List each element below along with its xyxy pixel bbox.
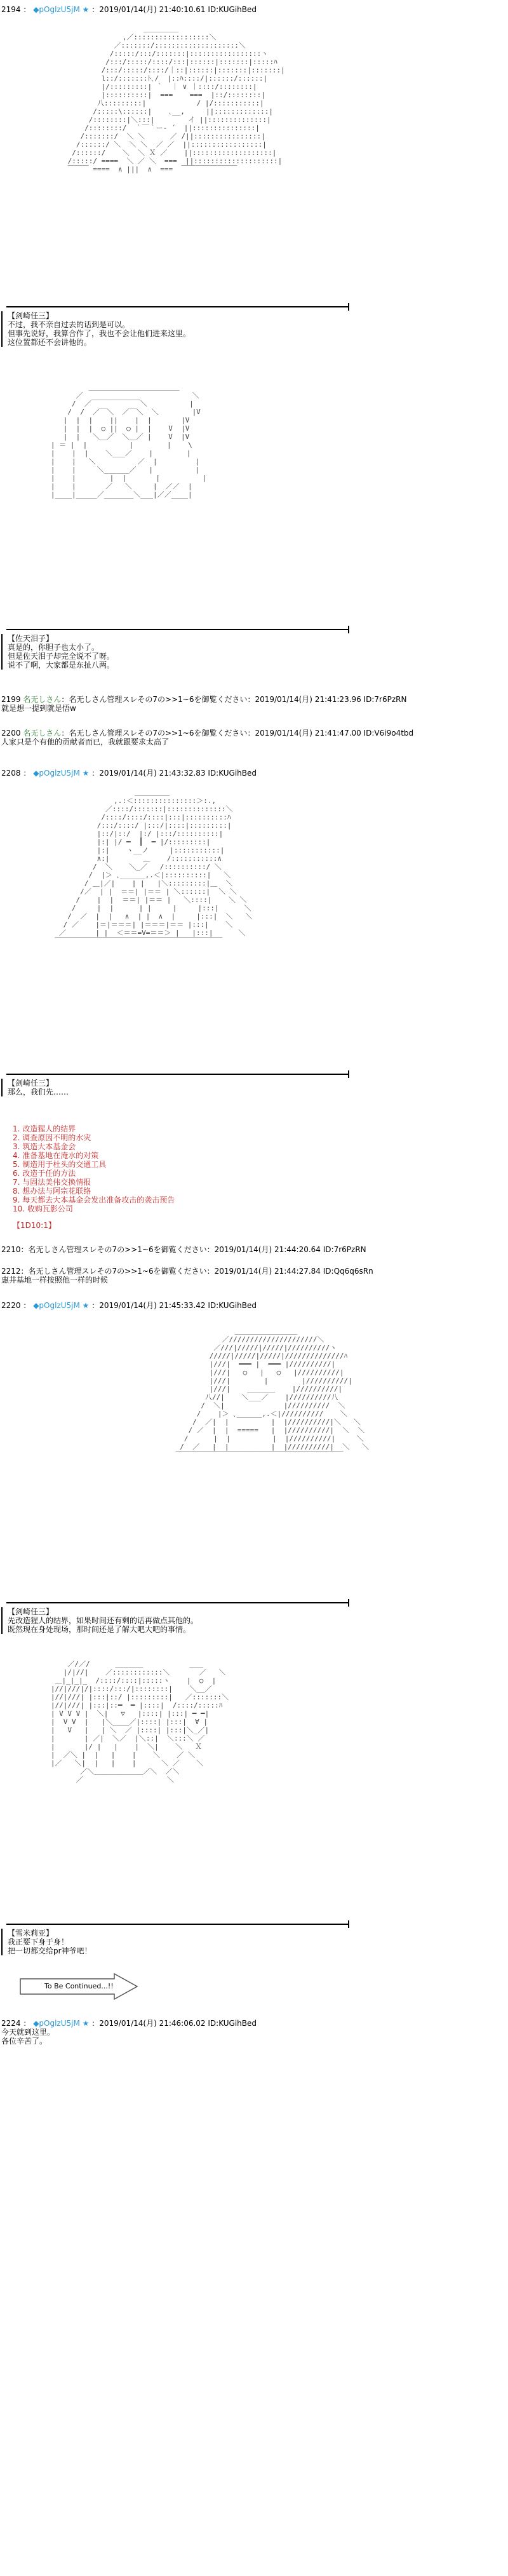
tripcode[interactable]: ◆pOglzU5jM ★ [33, 5, 90, 14]
choice-item: 1. 改造猩人的结界 [13, 1124, 76, 1133]
dialogue-box-2 [1, 634, 114, 670]
divider-tick [348, 626, 349, 633]
speaker-name: 【剑崎任三】 [8, 311, 54, 320]
choice-item: 5. 制造用于杜头的交通工具 [13, 1160, 107, 1169]
post-header-2224: 2224 ： ◆pOglzU5jM ★ ：2019/01/14(月) 21:46:06.02 ID:KUGihBed [1, 2019, 257, 2028]
dialogue-box-5 [1, 1929, 92, 1955]
choice-item: 10. 收购瓦影公司 [13, 1204, 73, 1213]
dialogue-line: 把一切都交给pr神爷吧！ [8, 1946, 92, 1955]
divider [6, 629, 349, 630]
choice-item: 6. 改造于任的方法 [13, 1169, 76, 1178]
divider [6, 1074, 349, 1075]
speaker-name: 【剑崎任三】 [8, 1607, 54, 1616]
post-header-2194: 2194 ： ◆pOglzU5jM ★ ：2019/01/14(月) 21:40:10.61 ID:KUGihBed [1, 5, 257, 14]
choice-list [13, 1124, 175, 1230]
ascii-art-figure-1: ＿＿＿＿＿ ,／::::::::::::::::::＼ ／:::::::/::::::::::::::::::::＼ /:::::/:::/:::::::|:::::::::::::::::ヽ /:::/:::::/::::/:::|::::::|:::::::|:::::ﾊ /:::/:::::/::::/｜::|::::::|:::::::|:::::::| l::/:::::::ﾄ､/ |::ﾊ::::/|::::::/::::::| |/:::::::::| ｀ ｜ ∨ ｜::::/::::::::| |::::::::::| === === |::/::::::::| 八:::::::::| / |/:::::::::::| /:::::\::::::| ､__, ||:::::::::::::| /::::::::|＼:::| イ ||::::::::::::::| /::::::::/ ｀￣｀ー‐ ´ ||:::::::::::::::| /:::::::/ ＼ ＼ ／ /||::::::::::::::::| /::::::/ ＼ ＼ ＼ ／ ／ ||:::::::::::::::::| /::::::/ ＼ ＼ Ｘ ／ ||:::::::::::::::::::| /:::::/ ==== ＼ ／ ＼ === ||::::::::::::::::::::| ￣￣￣ ==== ∧ ||| ∧ === ￣￣￣￣￣￣￣￣ [67, 25, 285, 173]
post-header-2200: 2200 名无しさん：名无しさん管理スレその7の>>1~6を御覧ください：2019/01/14(月) 21:41:47.00 ID:V6i9o4tbd [1, 729, 414, 738]
post-header-2210: 2210：名无しさん管理スレその7の>>1~6を御覧ください：2019/01/14(月) 21:44:20.64 ID:7r6PzRN [1, 1245, 366, 1254]
ascii-art-figure-2: ＿＿＿＿＿＿＿＿＿＿＿＿＿ ／ ＼ / ／￣￣￣￣￣￣￣＼ | / / ／￣＼ ／￣＼ ＼ |V | | | || | | |V | | | ○ || ○ | | V |V | | ＼＿／ ＼＿／ | V |V | ＝ | | | | \ | | | ＼___／ | | | | ＼ ／ | | | | ＼______／ | | | | | | | | | | ／ ＼ | ／／ | |____|_____／_______＼___|／／____| [50, 383, 206, 499]
divider [6, 1602, 349, 1603]
dialogue-line: 既然现在身处现场，那时间还是了解大吧大吧的事情。 [8, 1625, 191, 1634]
speaker-name: 【佐天泪子】 [8, 634, 54, 643]
ascii-art-figure-4: ＿＿＿＿＿＿＿＿＿ ／/////////////////////＼ ／///|/////|/////|//////////ヽ /////|/////|/////|//////////////ﾊ |///| ━━━ | ━━━ |//////////| |///| ○ | ○ |//////////| |///| | |//////////| |///| ＿＿＿＿ |//////////| 八//| ＼___／ |//////////八 / ＼| |////////// ＼ / |＞ ､______,.＜|////////// ＼ / ／| | | |//////////|＼ ＼ / ／ | | ===== | |//////////| ＼ ＼ / | | | |//////////| ＼ / ／ | | | |//////////| ＼ ＼ ￣￣￣￣￣￣￣￣￣￣￣￣￣￣￣￣￣￣￣￣￣￣￣￣ [175, 1327, 370, 1459]
post-body-2212: 惠井基地一样按照他一样的时候 [1, 1276, 109, 1285]
post-header-2212: 2212：名无しさん管理スレその7の>>1~6を御覧ください：2019/01/14(月) 21:44:27.84 ID:Qq6q6sRn [1, 1267, 373, 1276]
tripcode[interactable]: ◆pOglzU5jM ★ [33, 769, 90, 778]
post-body-2200: 人家只是个有他的贡献者而已，我就跟要求太高了 [1, 738, 170, 746]
dialogue-line: 但是佐天泪子却完全说不了呀。 [8, 652, 115, 661]
ascii-art-figure-3: ＿＿＿＿＿ ,.:＜:::::::::::::::＞:., ／::::/:::::::|::::::::::::::＼ /::::/::::/::::|:::|::::::::::ﾊ /:::/::::/ |:::/|::::|:::::::::| |::/|::/ |:/ |:::/::::::::::| |:| |/ ━ ┃ ━ |/:::::::::| |:| ヽ__ノ |:::::::::::| ∧:| ＿ /:::::::::::∧ / ＼ ＼_／ /::::::::::/ ＼ / |＞ ､______,.＜|::::::::::| ＼ / ＿|／| | | |＼:::::::::|＿ ＼ /／ | | ＝＝| |＝＝ | ＼::::::| ＼ ＼ / | | ＝＝| |＝＝ | ＼::::| ＼ ＼ / | | | | | |:::| ＼ / ／ | | ∧ | | ∧ | |:::| ＼ ＼ / ／ |＝|＝＝＝| |＝＝＝|＝＝ |:::| ＼ ／ | | ＜＝＝=V=＝＝＞ | |:::| ＼ ￣￣￣￣￣￣￣￣￣￣￣￣￣￣￣￣￣￣￣￣￣￣￣￣ [55, 788, 253, 945]
post-header-2208: 2208 ： ◆pOglzU5jM ★ ：2019/01/14(月) 21:43:32.83 ID:KUGihBed [1, 769, 257, 778]
tripcode[interactable]: ◆pOglzU5jM ★ [33, 1301, 90, 1310]
dialogue-line: 那么，我们先…… [8, 1088, 69, 1096]
dialogue-line: 不过，我不亲自过去的话到是可以。 [8, 320, 130, 329]
divider-tick [348, 303, 349, 311]
dialogue-box-3 [1, 1079, 69, 1096]
post-body-2199: 就是想一提到就是悟w [1, 704, 76, 713]
dialogue-box-4 [1, 1607, 198, 1634]
divider-tick [348, 1070, 349, 1078]
ascii-art-figure-5: ／/／/ ＿＿＿＿ ＿＿ |/|//| ／::::::::::::＼ ／ ＼ ＿|_|_|_ /::::/::::|:::::ヽ | ○ | |//|///|/|::::/:::/|::::::::| ＼__／ |//|///| |:::|::/ |:::::::::| ／:::::::＼ |//|///| |:::|::━ ━ |::::| /::::/:::::ﾊ | V V V | ＼| ▽ |::::| |:::| ━ ━| | V V | |＼____／|::::| |:::| ∀ | | V | | ＼ ／ |::::| |:::|＼_／| | | ／| ＼／ |＼::| ＼:::＼ ／ | |/ | | | ＼| ＼ Ｘ | ／＼ | | | | ＼ ／ ＼ |／ ＼| | | | ＼ ／ ＼ ／＼＿＿＿＿＿＿＿／＼ ／＼ ／ ＼ [50, 1660, 229, 1784]
choice-item: 2. 调查原因不明的水灾 [13, 1133, 91, 1142]
dialogue-line: 但事先说好，我算合作了，我也不会让他们进来这里。 [8, 329, 191, 338]
divider-tick [348, 1599, 349, 1607]
dialogue-line: 说不了啊，大家都是东扯八两。 [8, 661, 115, 670]
choice-item: 8. 想办法与阿宗花联络 [13, 1187, 91, 1196]
tripcode[interactable]: ◆pOglzU5jM ★ [33, 2019, 90, 2028]
speaker-name: 【剑崎任三】 [8, 1079, 54, 1088]
dice-result: 【1D10:1】 [13, 1221, 56, 1230]
choice-item: 3. 筑造大本基金会 [13, 1142, 76, 1151]
dialogue-box-1 [1, 311, 190, 347]
dialogue-line: 这位置都还不会讲他的。 [8, 338, 92, 347]
divider [6, 1924, 349, 1925]
post-header-2220: 2220 ： ◆pOglzU5jM ★ ：2019/01/14(月) 21:45:33.42 ID:KUGihBed [1, 1301, 257, 1310]
choice-item: 7. 与固法美伟交换情报 [13, 1178, 91, 1187]
choice-item: 4. 准备基地在淹水的对策 [13, 1151, 99, 1160]
choice-item: 9. 每天都去大本基金会发出准备攻击的袭击预告 [13, 1196, 175, 1204]
dialogue-line: 先改造猩人的结界，如果时间还有剩的话再做点其他的。 [8, 1616, 199, 1625]
divider [6, 306, 349, 307]
speaker-name: 【雪米莉亚】 [8, 1929, 54, 1938]
dialogue-line: 真是的，你胆子也太小了。 [8, 643, 100, 652]
post-header-2199: 2199 名无しさん：名无しさん管理スレその7の>>1~6を御覧ください：2019/01/14(月) 21:41:23.96 ID:7r6PzRN [1, 695, 407, 704]
post-body-2224: 今天就到这里。 各位辛苦了。 [1, 2028, 55, 2046]
divider-tick [348, 1920, 349, 1928]
dialogue-line: 我正要下身于身！ [8, 1938, 69, 1946]
to-be-continued-text: To Be Continued...!! [44, 1982, 114, 1990]
